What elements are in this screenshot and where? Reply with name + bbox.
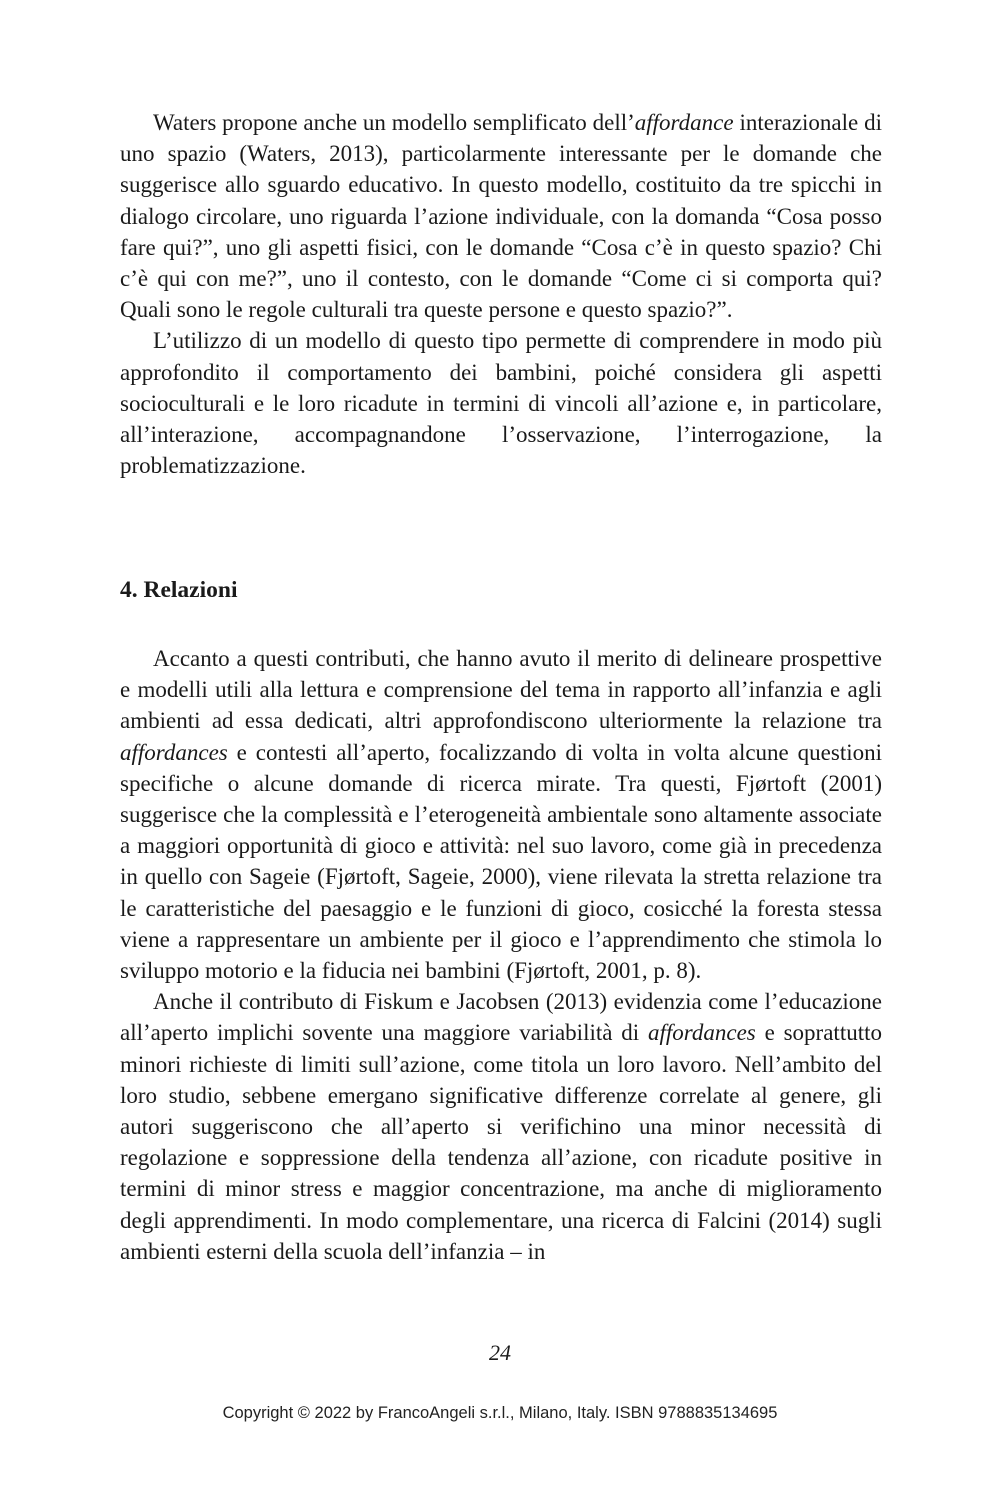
text-run: L’utilizzo di un modello di questo tipo permette di comprendere in modo più approfondito il comportamento dei bambini, poiché considera gli aspetti socioculturali e le loro ricadute in termini di vincoli all’azione e, in particolare, all’interazione, accompagnandone l’osservazione, l’interrogazione, la problematizzazione. [120,328,882,479]
italic-term: affordances [648,1020,756,1046]
section-relazioni-text [120,643,882,1267]
italic-term: affordances [120,739,228,765]
text-run: e soprattutto minori richieste di limiti sull’azione, come titola un loro lavoro. Nell’ambito del loro studio, sebbene emergano significative differenze correlate al genere, gli autori suggeriscono che all’aperto si verifichino una minor necessità di regolazione e soppressione della tendenza all’azione, con ricadute positive in termini di minor stress e maggior concentrazione, ma anche di miglioramento degli apprendimenti. In modo complementare, una ricerca di Falcini (2014) sugli ambienti esterni della scuola dell’infanzia – in [120,1020,882,1264]
page-body [120,107,882,1264]
intro-text-block [120,107,882,481]
paragraph-contributions [120,643,882,986]
text-run: interazionale di uno spazio (Waters, 2013), particolarmente interessante per le domande che suggerisce allo sguardo educativo. In questo modello, costituito da tre spicchi in dialogo circolare, uno riguarda l’azione individuale, con la domanda “Cosa posso fare qui?”, uno gli aspetti fisici, con le domande “Cosa c’è in questo spazio? Chi c’è qui con me?”, uno il contesto, con le domande “Come ci si comporta qui? Quali sono le regole culturali tra queste persone e questo spazio?”. [120,110,882,323]
paragraph-fiskum-jacobsen [120,986,882,1267]
text-run: Anche il contributo di Fiskum e Jacobsen (2013) evidenzia come l’educazione all’aperto implichi sovente una maggiore variabilità di [120,989,882,1046]
text-run: Accanto a questi contributi, che hanno avuto il merito di delineare prospettive e modelli utili alla lettura e comprensione del tema in rapporto all’infanzia e agli ambienti ad essa dedicati, altri approfondiscono ulteriormente la relazione tra [120,646,882,734]
italic-term: affordance [634,110,734,135]
section-heading: 4. Relazioni [120,577,238,603]
copyright-notice: Copyright © 2022 by FrancoAngeli s.r.l., Milano, Italy. ISBN 9788835134695 [222,1404,778,1422]
page-number: 24 [489,1340,511,1365]
paragraph-model-usage [120,325,882,481]
paragraph-waters-model [120,107,882,325]
text-run: Waters propone anche un modello semplificato dell’ [153,110,635,135]
text-run: e contesti all’aperto, focalizzando di volta in volta alcune questioni specifiche o alcune domande di ricerca mirate. Tra questi, Fjørtoft (2001) suggerisce che la complessità e l’eterogeneità ambientale sono altamente associate a maggiori opportunità di gioco e attività: nel suo lavoro, come già in precedenza in quello con Sageie (Fjørtoft, Sageie, 2000), viene rilevata la stretta relazione tra le caratteristiche del paesaggio e le funzioni di gioco, cosicché la foresta stessa viene a rappresentare un ambiente per il gioco e l’apprendimento che stimola lo sviluppo motorio e la fiducia nei bambini (Fjørtoft, 2001, p. 8). [120,739,882,984]
